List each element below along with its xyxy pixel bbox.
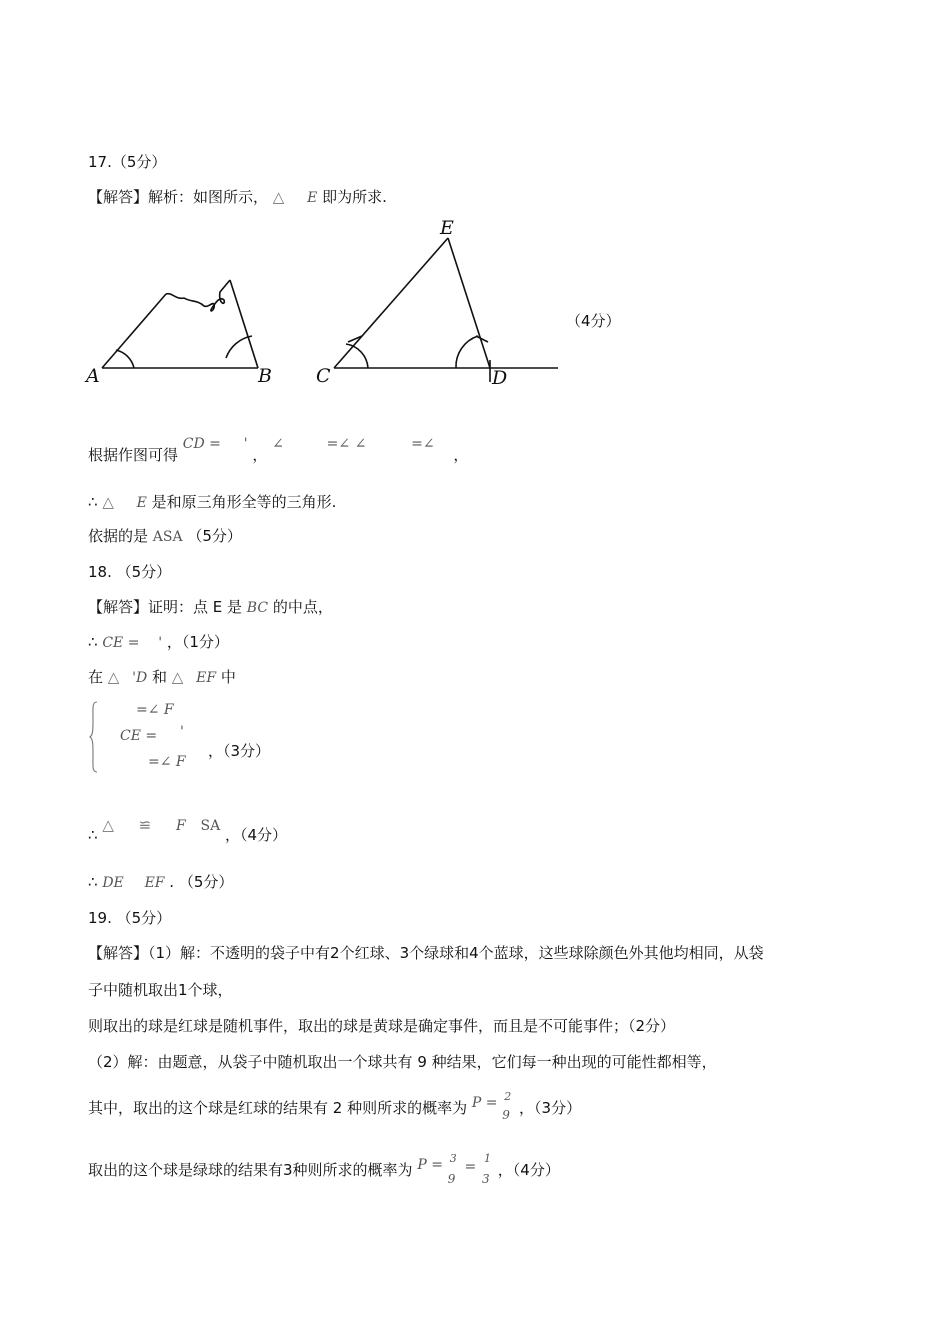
segment-a-side	[102, 294, 166, 368]
ce-tick: '	[158, 635, 163, 651]
q19-para-2: 子中随机取出1个球，	[88, 981, 233, 999]
system-row-2-tick: '	[180, 724, 184, 740]
q19-para-1: 【解答】（1）解：不透明的袋子中有2个红球、3个绿球和4个蓝球，这些球除颜色外其他均相同，从袋	[88, 944, 764, 962]
tri-b-name: EF	[196, 670, 217, 686]
p6-equals: =	[464, 1159, 477, 1175]
q18-conclusion	[88, 872, 233, 893]
segment-ed	[448, 238, 490, 368]
q17-answer-line	[88, 187, 387, 208]
q17-answer-suffix: 即为所求.	[322, 188, 387, 206]
eq-angle-3: =∠	[411, 436, 435, 452]
triangle-symbol: △	[107, 668, 120, 686]
system-score: ，（3分）	[208, 742, 271, 760]
triangle-symbol: △	[171, 668, 184, 686]
p5-numerator: 2	[504, 1089, 512, 1103]
congruent-symbol: ≌	[138, 816, 152, 834]
q19-para-4: （2）解：由题意，从袋子中随机取出一个球共有 9 种结果，它们每一种出现的可能性都相等，	[88, 1053, 717, 1071]
p6-denominator: 9	[447, 1171, 456, 1186]
congruent-f: F	[176, 818, 186, 834]
p5-P: P =	[471, 1095, 498, 1111]
therefore-symbol: ∴	[88, 873, 98, 891]
basis2-prefix: 依据的是	[88, 527, 149, 545]
therefore-symbol: ∴	[88, 493, 98, 511]
p6-text: 取出的这个球是绿球的结果有3种则所求的概率为	[88, 1161, 413, 1179]
in-prefix: 在	[88, 668, 104, 686]
triangle-symbol: △	[102, 816, 114, 834]
q17-heading: 17.（5分）	[88, 153, 167, 171]
q17-basis2-line	[88, 526, 242, 547]
q18-answer-suffix: 的中点，	[272, 598, 333, 616]
system-row-2: CE =	[120, 728, 158, 744]
segment-b-side	[230, 280, 258, 368]
p6-P: P =	[417, 1157, 443, 1173]
q17-tri-letter: E	[307, 190, 318, 206]
torn-edge	[166, 280, 230, 311]
q18-answer-prefix: 【解答】证明：点 E 是	[88, 598, 243, 616]
q18-step1	[88, 632, 229, 653]
p5-text: 其中，取出的这个球是红球的结果有 2 种则所求的概率为	[88, 1099, 468, 1117]
arc-angle-c	[346, 344, 368, 368]
p6-denominator-2: 3	[482, 1171, 490, 1186]
system-brace	[88, 700, 100, 774]
p6-score: ，（4分）	[497, 1161, 560, 1179]
congruence-score: ，（4分）	[225, 826, 288, 844]
p5-fraction	[502, 1089, 514, 1122]
p6-fraction-2	[481, 1151, 493, 1186]
basis2-score: （5分）	[187, 527, 242, 545]
p6-fraction-1	[447, 1151, 460, 1186]
congruent-sas: SA	[200, 818, 221, 834]
eq-cd: CD =	[182, 436, 221, 452]
label-e: E	[440, 217, 454, 239]
eq-angle-2: =∠ ∠	[326, 436, 367, 452]
q18-heading: 18. （5分）	[88, 563, 172, 581]
arc-angle-a	[116, 350, 134, 368]
p5-score: ，（3分）	[519, 1099, 582, 1117]
q19-para-3: 则取出的球是红球是随机事件，取出的球是黄球是确定事件，而且是不可能事件；（2分）	[88, 1017, 676, 1035]
label-a: A	[86, 365, 100, 387]
triangle-symbol: △	[102, 493, 114, 511]
therefore-symbol: ∴	[88, 826, 98, 844]
q18-congruence	[88, 816, 288, 846]
eq-angle-1: ∠	[272, 436, 284, 452]
q18-in-triangles	[88, 667, 236, 688]
q17-basis-line	[88, 436, 469, 466]
triangle-symbol: △	[272, 188, 285, 206]
label-c: C	[316, 365, 331, 387]
in-suffix: 中	[220, 668, 236, 686]
ef-term: EF	[144, 875, 165, 891]
q17-answer-prefix: 【解答】解析：如图所示，	[88, 188, 269, 206]
eq-tick: '	[243, 436, 248, 452]
label-b: B	[258, 365, 272, 387]
q17-basis-prefix: 根据作图可得	[88, 446, 179, 464]
and-word: 和	[151, 668, 167, 686]
conclusion-score: . （5分）	[169, 873, 234, 891]
ce-equals: CE =	[102, 635, 140, 651]
p5-denominator: 9	[502, 1107, 510, 1122]
q19-para-6	[88, 1151, 560, 1186]
de-term: DE	[102, 875, 124, 891]
segment-ce	[334, 238, 448, 368]
comma-1: ，	[252, 446, 268, 464]
system-row-3: =∠ F	[148, 754, 186, 770]
p6-numerator: 3	[449, 1151, 457, 1165]
q19-para-5	[88, 1089, 582, 1122]
q17-congruent-line	[88, 492, 336, 513]
therefore-symbol: ∴	[88, 633, 98, 651]
basis2-asa: ASA	[152, 529, 183, 545]
q18-bc: BC	[246, 600, 269, 616]
tri-a-name: 'D	[132, 670, 148, 686]
arc-angle-d	[456, 336, 478, 368]
label-d: D	[492, 367, 508, 389]
q17-construction-figure	[80, 210, 580, 395]
system-row-1: =∠ F	[136, 702, 174, 718]
q17-tri2-letter: E	[136, 495, 147, 511]
q19-heading: 19. （5分）	[88, 909, 172, 927]
q17-congruent-text: 是和原三角形全等的三角形.	[151, 493, 337, 511]
p6-numerator-2: 1	[484, 1151, 492, 1165]
q17-figure-score: （4分）	[566, 312, 621, 330]
comma-2: ，	[453, 446, 469, 464]
q18-answer-line	[88, 597, 333, 618]
step1-score: ，（1分）	[166, 633, 229, 651]
